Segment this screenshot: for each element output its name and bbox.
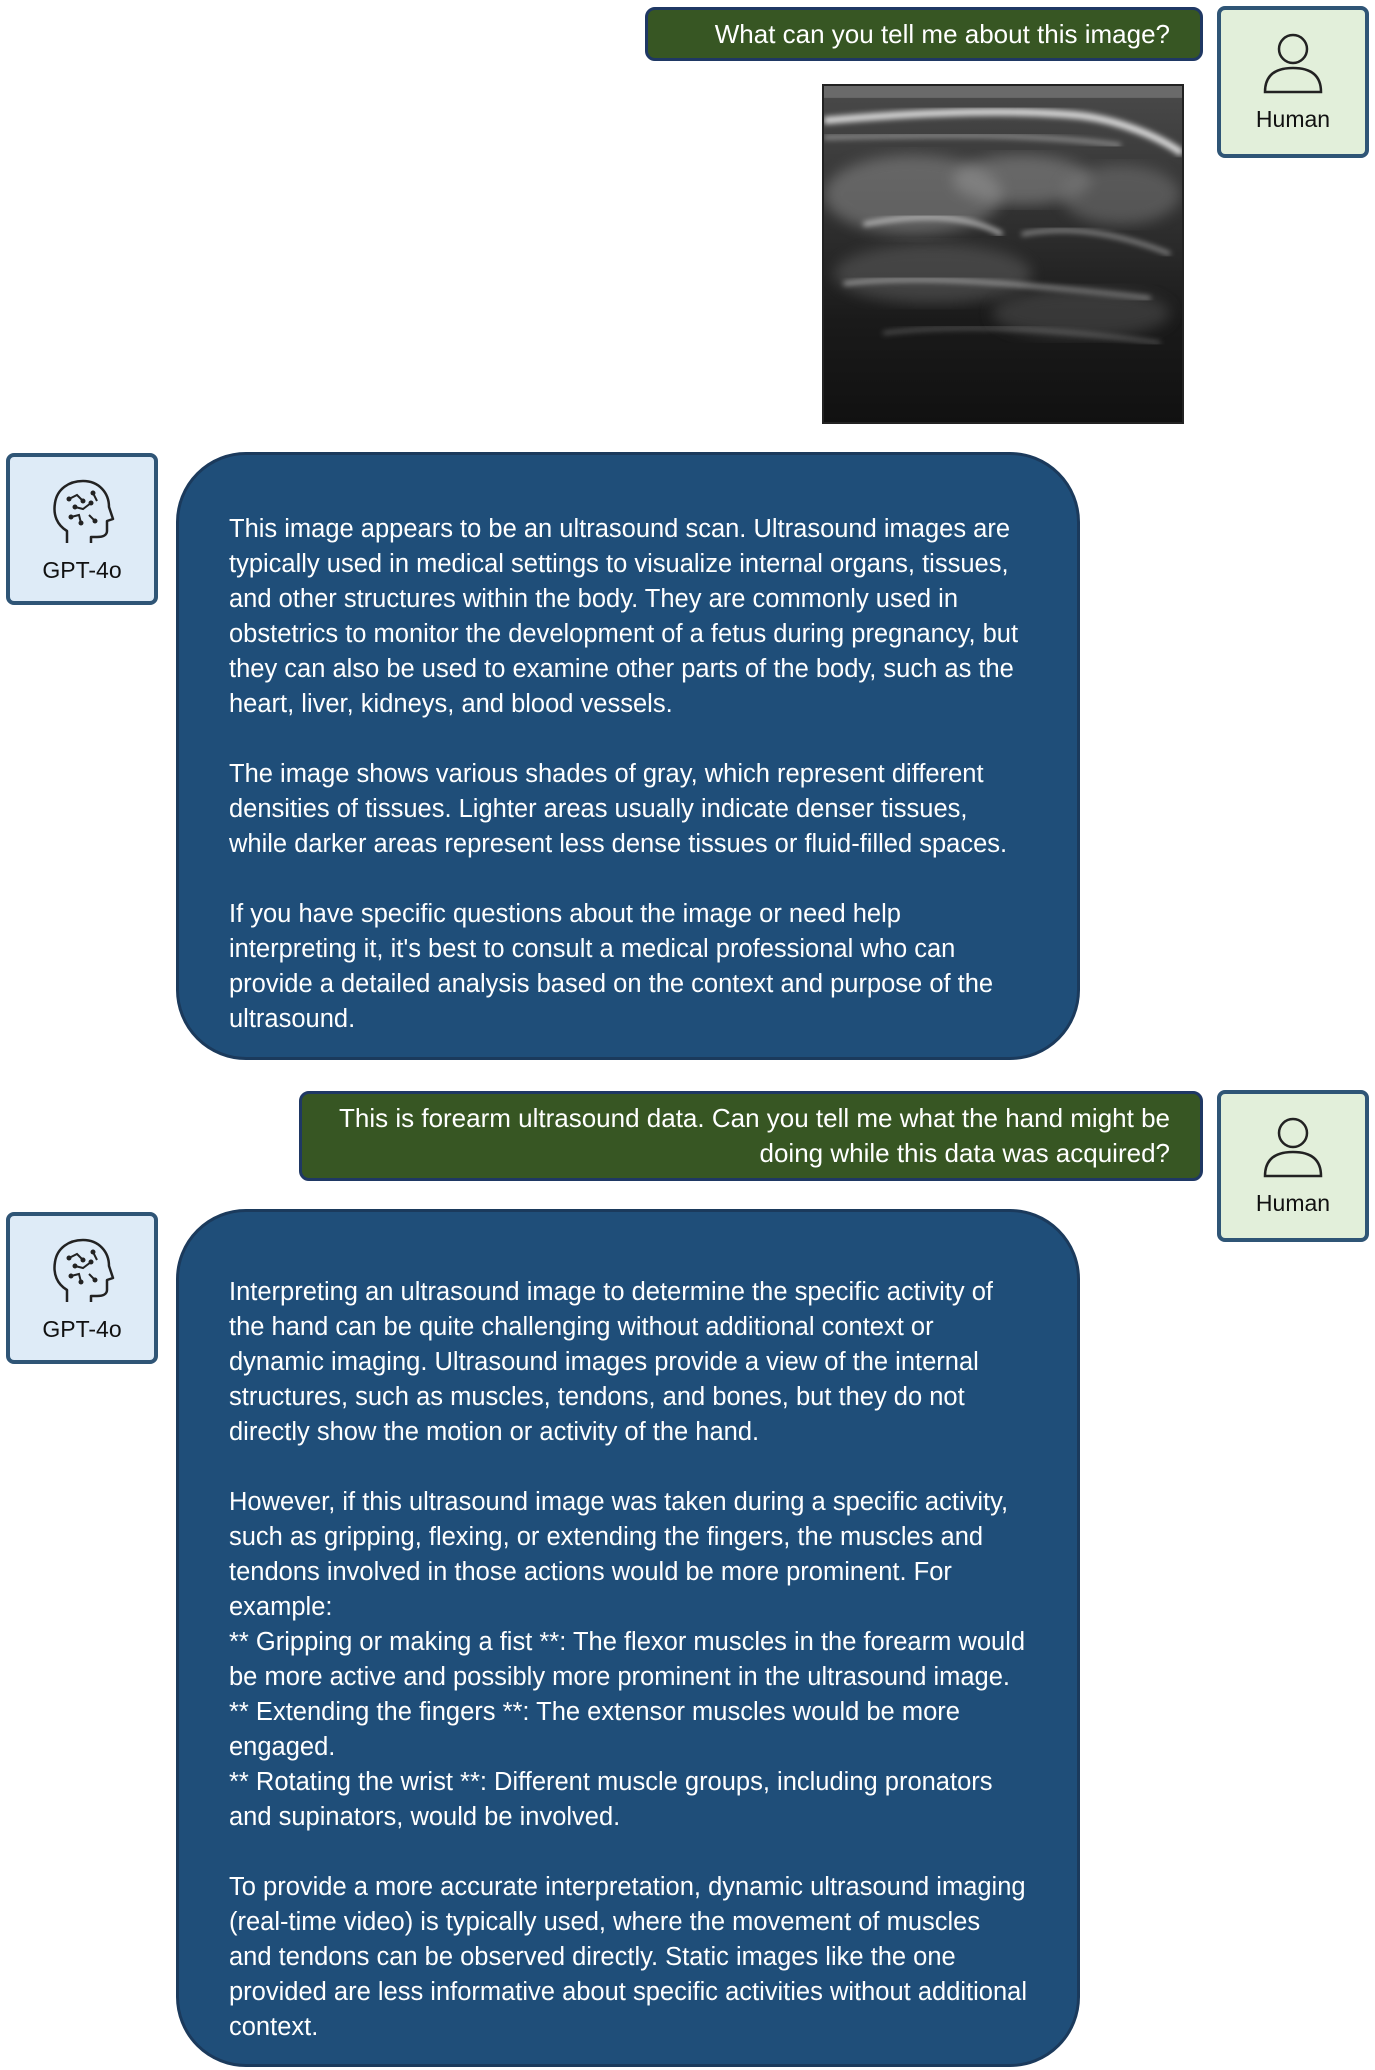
brain-head-icon bbox=[47, 1236, 117, 1306]
gpt-message-2-text: Interpreting an ultrasound image to determine the specific activity of the hand can be quite challenging without additional context or dynamic imaging. Ultrasound images provide a view of the internal structures, such as muscles, tendons, and bones, but they do not directly show the motion or activity of the hand. However, if this ultrasound image was taken during a specific activity, such as gripping, flexing, or extending the fingers, the muscles and tendons involved in those actions would be more prominent. For example: ** Gripping or making a fist **: The flexor muscles in the forearm would be more active and possibly more prominent in the ultrasound image. ** Extending the fingers **: The extensor muscles would be more engaged. ** Rotating the wrist **: Different muscle groups, including pronators and supinators, would be involved. To provide a more accurate interpretation, dynamic ultrasound imaging (real-time video) is typically used, where the movement of muscles and tendons can be observed directly. Static images like the one provided are less informative about specific activities without additional context. bbox=[229, 1278, 1027, 2041]
gpt-avatar-2-label: GPT-4o bbox=[42, 1316, 122, 1342]
gpt-message-1-text: This image appears to be an ultrasound scan. Ultrasound images are typically used in medical settings to visualize internal organs, tissues, and other structures within the body. They are commonly used in obstetrics to monitor the development of a fetus during pregnancy, but they can also be used to examine other parts of the body, such as the heart, liver, kidneys, and blood vessels. The image shows various shades of gray, which represent different densities of tissues. Lighter areas usually indicate denser tissues, while darker areas represent less dense tissues or fluid-filled spaces. If you have specific questions about the image or need help interpreting it, it's best to consult a medical professional who can provide a detailed analysis based on the context and purpose of the ultrasound. bbox=[229, 515, 1019, 1033]
human-avatar-1-label: Human bbox=[1255, 106, 1331, 132]
human-message-2-text: This is forearm ultrasound data. Can you tell me what the hand might be doing while this data was acquired? bbox=[339, 1103, 1170, 1168]
gpt-avatar-1-label: GPT-4o bbox=[42, 557, 122, 583]
human-avatar-1 bbox=[1217, 6, 1369, 158]
gpt-avatar-1 bbox=[6, 453, 158, 605]
person-icon bbox=[1261, 1114, 1325, 1180]
human-avatar-2 bbox=[1217, 1090, 1369, 1242]
gpt-message-2 bbox=[176, 1209, 1080, 2067]
human-message-1-text: What can you tell me about this image? bbox=[714, 19, 1170, 49]
brain-head-icon bbox=[47, 477, 117, 547]
human-message-1 bbox=[645, 7, 1203, 61]
person-icon bbox=[1261, 30, 1325, 96]
human-message-2 bbox=[299, 1091, 1203, 1181]
gpt-message-1 bbox=[176, 452, 1080, 1060]
gpt-avatar-2 bbox=[6, 1212, 158, 1364]
ultrasound-scan-image bbox=[822, 84, 1184, 424]
human-avatar-2-label: Human bbox=[1255, 1190, 1331, 1216]
